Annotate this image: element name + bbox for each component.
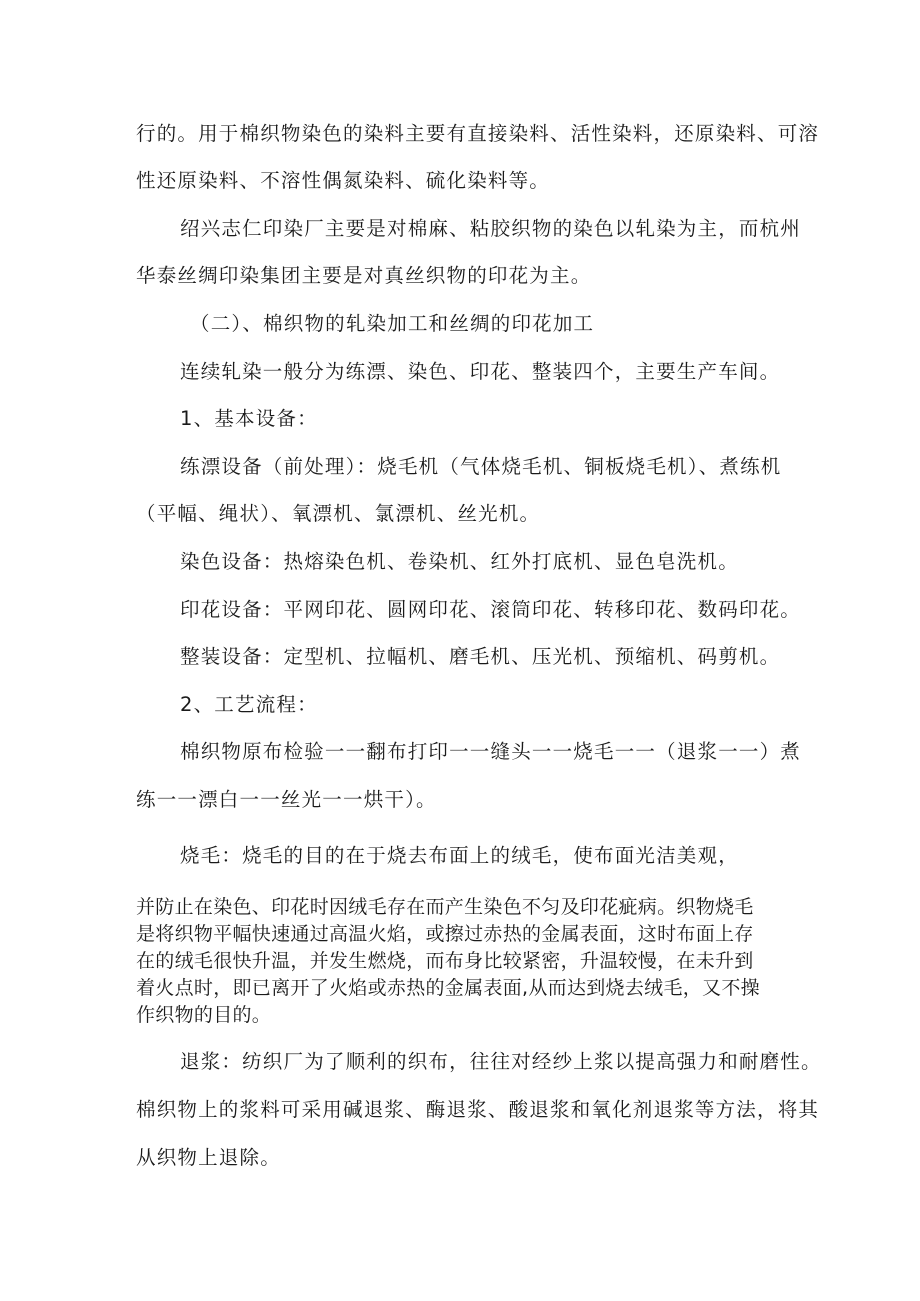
text-line: 华泰丝绸印染集团主要是对真丝织物的印花为主。 — [136, 264, 592, 287]
text-line: 印花设备：平网印花、圆网印花、滚筒印花、转移印花、数码印花。 — [180, 598, 802, 621]
text-line: 在的绒毛很快升温，并发生燃烧，而布身比较紧密，升温较慢，在未升到 — [136, 950, 754, 972]
text-line: （平幅、绳状）、氧漂机、氯漂机、丝光机。 — [136, 502, 541, 525]
text-line: 绍兴志仁印染厂主要是对棉麻、粘胶织物的染色以轧染为主，而杭州 — [180, 217, 802, 240]
text-line: 棉织物上的浆料可采用碱退浆、酶退浆、酸退浆和氧化剂退浆等方法，将其 — [136, 1098, 820, 1121]
text-line: 棉织物原布检验一一翻布打印一一缝头一一烧毛一一（退浆一一）煮 — [180, 740, 802, 763]
text-line: 从织物上退除。 — [136, 1146, 281, 1169]
text-line: 作织物的目的。 — [136, 1004, 272, 1026]
text-line: 连续轧染一般分为练漂、染色、印花、整装四个，主要生产车间。 — [180, 360, 781, 383]
section-heading: （二）、棉织物的轧染加工和丝绸的印花加工 — [190, 312, 595, 335]
text-line: 染色设备：热熔染色机、卷染机、红外打底机、显色皂洗机。 — [180, 550, 739, 573]
subsection-heading: 2、工艺流程： — [180, 693, 318, 716]
text-line: 练漂设备（前处理）：烧毛机（气体烧毛机、铜板烧毛机）、煮练机 — [180, 455, 782, 478]
text-line: 性还原染料、不溶性偶氮染料、硫化染料等。 — [136, 169, 551, 192]
text-line: 烧毛：烧毛的目的在于烧去布面上的绒毛，使布面光洁美观， — [180, 844, 739, 867]
text-line: 并防止在染色、印花时因绒毛存在而产生染色不匀及印花疵病。织物烧毛 — [136, 896, 754, 918]
subsection-heading: 1、基本设备： — [180, 407, 318, 430]
text-line: 退浆：纺织厂为了顺利的织布，往往对经纱上浆以提高强力和耐磨性。 — [180, 1050, 822, 1073]
text-line: 着火点时，即已离开了火焰或赤热的金属表面,从而达到烧去绒毛，又不操 — [136, 977, 760, 999]
text-line: 是将织物平幅快速通过高温火焰，或擦过赤热的金属表面，这时布面上存 — [136, 923, 754, 945]
text-line: 整装设备：定型机、拉幅机、磨毛机、压光机、预缩机、码剪机。 — [180, 645, 781, 668]
text-line: 行的。用于棉织物染色的染料主要有直接染料、活性染料，还原染料、可溶 — [136, 122, 820, 145]
text-line: 练一一漂白一一丝光一一烘干）。 — [136, 788, 437, 811]
